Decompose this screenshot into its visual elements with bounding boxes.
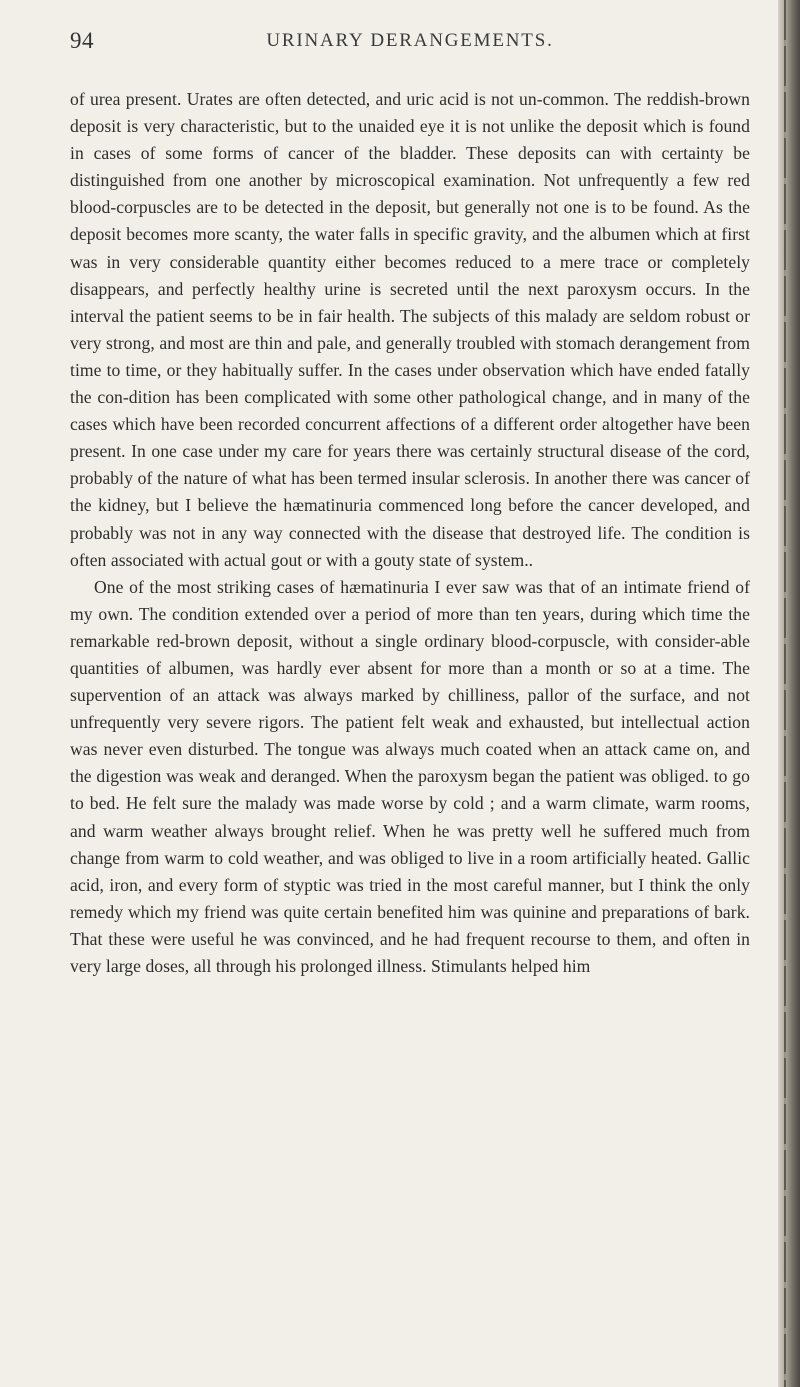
page-number: 94 — [70, 28, 94, 53]
page-edge-shadow — [778, 0, 800, 1387]
body-text — [70, 86, 750, 980]
paragraph-continued: of urea present. Urates are often detected, and uric acid is not un-common. The reddish-brown deposit is very characteristic, but to the unaided eye it is not unlike the deposit which is found in cases of some forms of cancer of the bladder. These deposits can with certainty be distinguished from one another by microscopical examination. Not unfrequently a few red blood-corpuscles are to be detected in the deposit, but generally not one is to be found. As the deposit becomes more scanty, the water falls in specific gravity, and the albumen which at first was in very considerable quantity either becomes reduced to a mere trace or completely disappears, and perfectly healthy urine is secreted until the next paroxysm occurs. In the interval the patient seems to be in fair health. The subjects of this malady are seldom robust or very strong, and most are thin and pale, and generally troubled with stomach derangement from time to time, or they habitually suffer. In the cases under observation which have ended fatally the con-dition has been complicated with some other pathological change, and in many of the cases which have been recorded concurrent affections of a different order altogether have been present. In one case under my care for years there was certainly structural disease of the cord, probably of the nature of what has been termed insular sclerosis. In another there was cancer of the kidney, but I believe the hæmatinuria commenced long before the cancer developed, and probably was not in any way connected with the disease that destroyed life. The condition is often associated with actual gout or with a gouty state of system.. — [70, 89, 750, 570]
running-head: URINARY DERANGEMENTS. — [266, 30, 554, 51]
paragraph-case-study: One of the most striking cases of hæmatinuria I ever saw was that of an intimate friend of my own. The condition extended over a period of more than ten years, during which time the remarkable red-brown deposit, without a single ordinary blood-corpuscle, with consider-able quantities of albumen, was hardly ever absent for more than a month or so at a time. The supervention of an attack was always marked by chilliness, pallor of the surface, and not unfrequently very severe rigors. The patient felt weak and exhausted, but intellectual action was never even disturbed. The tongue was always much coated when an attack came on, and the digestion was weak and deranged. When the paroxysm began the patient was obliged. to go to bed. He felt sure the malady was made worse by cold ; and a warm climate, warm rooms, and warm weather always brought relief. When he was pretty well he suffered much from change from warm to cold weather, and was obliged to live in a room artificially heated. Gallic acid, iron, and every form of styptic was tried in the most careful manner, but I think the only remedy which my friend was quite certain benefited him was quinine and preparations of bark. That these were useful he was convinced, and he had frequent recourse to them, and often in very large doses, all through his prolonged illness. Stimulants helped him — [70, 576, 750, 976]
page-header — [70, 28, 750, 58]
